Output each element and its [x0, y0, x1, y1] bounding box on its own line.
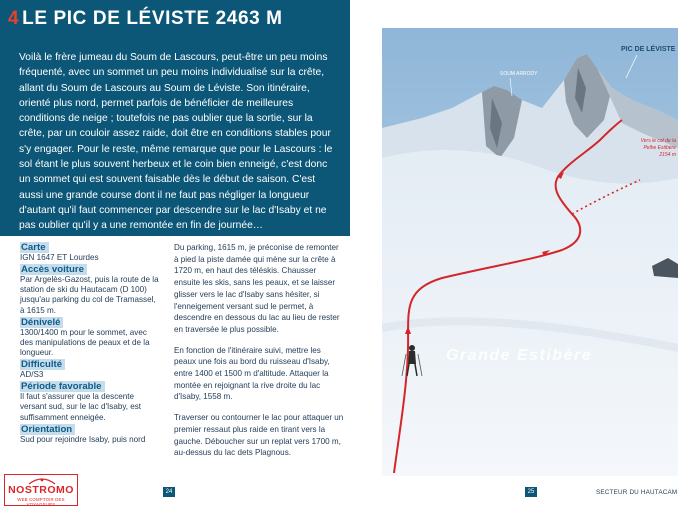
nostromo-logo	[4, 474, 78, 506]
route-photo-svg	[382, 28, 678, 476]
body-column	[174, 242, 344, 468]
soum-label: SOUM ARRODY	[500, 71, 538, 77]
info-label: Orientation	[20, 424, 75, 435]
col-label-line2: Pelhe Estibère	[643, 145, 676, 151]
info-box	[20, 242, 160, 446]
col-label-line1: Vers le col de la	[640, 138, 676, 144]
info-label: Difficulté	[20, 359, 65, 370]
page-title	[8, 8, 283, 30]
peak-label: PIC DE LÉVISTE	[621, 46, 676, 53]
info-value: AD/S3	[20, 370, 44, 380]
info-label: Période favorable	[20, 381, 105, 392]
page-number-right: 25	[525, 487, 537, 497]
intro-paragraph: Voilà le frère jumeau du Soum de Lascours, peut-être un peu moins fréquenté, avec un sommet un peu moins individualisé sur la crête, allant du Soum de Lascours au Soum de Léviste. Son itinéraire, orienté plus nord, permet parfois de bénéficier de meilleures conditions de neige ; toutefois ne pas oublier que la sortie, sur la crête, par un couloir assez raide, doit être en conditions stables pour s'y engager. Pour le reste, même remarque que pour le Lascours : le sol étant le plus souvent herbeux et le coin bien enneigé, c'est donc un sommet qui est souvent faisable dès le début de saison. C'est aussi une grande course dont il ne faut pas négliger la longueur d'autant qu'il faut commencer par descendre sur le lac d'Isaby et ne pas oublier qu'il y a une remontée en fin de journée…	[19, 52, 333, 232]
logo-text: NOSTROMO	[8, 484, 74, 496]
title-text: LE PIC DE LÉVISTE 2463 M	[22, 8, 283, 29]
body-paragraph: Traverser ou contourner le lac pour attaquer un premier ressaut plus raide en tirant vers la gauche. Déboucher sur un replat vers 1700 m, au-dessus du lac dets Plagnous.	[174, 413, 344, 458]
info-value: 1300/1400 m pour le sommet, avec des manipulations de peaux et de la longueur.	[20, 327, 150, 357]
info-block-orientation	[20, 424, 160, 445]
info-label: Carte	[20, 242, 49, 253]
title-number: 4	[8, 8, 20, 29]
body-paragraph: Du parking, 1615 m, je préconise de remonter à pied la piste damée qui mène sur la crête à 1720 m, en haut des téléskis. Chausser ensuite les skis, sans les peaux, et se laisser glisser vers le lac d'Isaby sans hésiter, si l'enneigement versant sud le permet, à descendre en dessous du lac au lieu de rester en traversée le plus possible.	[174, 243, 340, 334]
info-block-acces	[20, 264, 160, 315]
info-value: Il faut s'assurer que la descente versant sud, sur le lac d'Isaby, est suffisamment enneigée.	[20, 392, 142, 422]
col-altitude-label: 2154 m	[659, 152, 676, 158]
page-number-left: 24	[163, 487, 175, 497]
info-label: Dénivelé	[20, 317, 63, 328]
info-value: Sud pour rejoindre Isaby, puis nord	[20, 434, 146, 444]
valley-label: Grande Estibère	[446, 347, 593, 364]
info-block-carte	[20, 242, 160, 263]
logo-subtext: WEB COMPTOIR DES VOYAGEURS	[17, 497, 65, 507]
info-value: Par Argelès-Gazost, puis la route de la station de ski du Hautacam (D 100) jusqu'au parking du col de Tramassel, à 1615 m.	[20, 275, 159, 315]
info-label: Accès voiture	[20, 264, 87, 275]
logo-arc-icon	[27, 476, 57, 485]
route-photo	[382, 28, 678, 476]
info-block-difficulte	[20, 359, 160, 380]
info-block-denivele	[20, 317, 160, 358]
info-value: IGN 1647 ET Lourdes	[20, 253, 99, 263]
info-block-periode	[20, 381, 160, 422]
body-paragraph: En fonction de l'itinéraire suivi, mettre les peaux une fois au bord du ruisseau d'Isaby, entre 1400 et 1500 m d'altitude. Attaquer la montée en rejoignant la rive droite du lac d'Isaby, 1558 m.	[174, 345, 330, 402]
header-box	[0, 0, 350, 236]
section-footer: SECTEUR DU HAUTACAM	[596, 489, 678, 496]
